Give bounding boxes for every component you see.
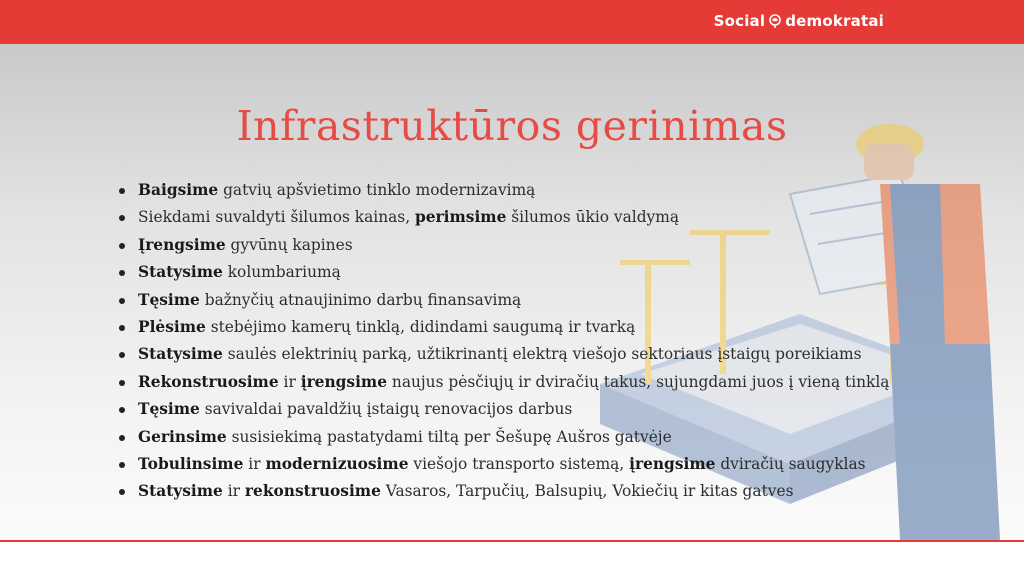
bullet-item-keyword: Statysime (138, 482, 223, 501)
bullet-item-text: šilumos ūkio valdymą (506, 208, 680, 227)
bullet-item-text: saulės elektrinių parką, užtikrinantį elektrą viešojo sektoriaus įstaigų poreikiams (222, 345, 862, 364)
bullet-item-keyword: Tobulinsime (138, 455, 244, 474)
bullet-item (118, 396, 918, 423)
bullet-item-text: ir (243, 455, 266, 474)
bullet-item (118, 314, 918, 341)
bullet-item (118, 451, 918, 478)
bullet-item (118, 341, 918, 368)
footer (0, 542, 1024, 576)
bullet-item (118, 204, 918, 231)
slide-title: Infrastruktūros gerinimas (236, 102, 788, 150)
bullet-item-text: dviračių saugyklas (715, 455, 866, 474)
logo-text-social: Social (713, 12, 766, 30)
bullet-item-keyword: Rekonstruosime (138, 372, 279, 391)
bullet-item-keyword: Tęsime (138, 290, 200, 309)
bullet-item-keyword: Plėsime (138, 318, 206, 337)
bullet-item-text: stebėjimo kamerų tinklą, didindami saugumą ir tvarką (205, 318, 636, 337)
bullet-item (118, 259, 918, 286)
bullet-item-text: Vasaros, Tarpučių, Balsupių, Vokiečių ir kitas gatves (380, 482, 794, 501)
bullet-item (118, 177, 918, 204)
bullet-item-text: savivaldai pavaldžių įstaigų renovacijos darbus (199, 400, 573, 419)
rose-icon (767, 13, 783, 29)
bullet-item (118, 369, 918, 396)
bullet-item-keyword: rekonstruosime (244, 482, 381, 501)
bullet-item-text: gyvūnų kapines (225, 235, 353, 254)
bullet-item-text: gatvių apšvietimo tinklo modernizavimą (218, 181, 536, 199)
bullet-item-keyword: įrengsime (300, 372, 388, 391)
bullet-item-keyword: Įrengsime (138, 235, 226, 254)
bullet-item-text: susisiekimą pastatydami tiltą per Šešupę Aušros gatvėje (226, 427, 672, 446)
bullet-item-keyword: Baigsime (138, 181, 219, 199)
bullet-item-text: bažnyčių atnaujinimo darbų finansavimą (199, 290, 522, 309)
bullet-item-text: ir (222, 482, 245, 501)
bullet-item (118, 478, 918, 505)
bullet-list (118, 177, 918, 506)
bullet-item-keyword: Statysime (138, 345, 223, 364)
logo-text-demokratai: demokratai (785, 12, 884, 30)
slide-content (0, 44, 1024, 540)
bullet-item-keyword: Statysime (138, 263, 223, 282)
logo (714, 12, 884, 30)
bullet-item-keyword: Tęsime (138, 400, 200, 419)
bullet-item-text: ir (278, 372, 301, 391)
bullet-item-keyword: perimsime (415, 208, 507, 227)
bullet-item-keyword: Gerinsime (138, 427, 227, 446)
bullet-item-text: Siekdami suvaldyti šilumos kainas, (138, 208, 415, 227)
bullet-item-keyword: modernizuosime (265, 455, 409, 474)
bullet-item-text: kolumbariumą (222, 263, 341, 282)
bullet-item-keyword: įrengsime (629, 455, 716, 474)
bullet-item-text: naujus pėsčiųjų ir dviračių takus, sujungdami juos į vieną tinklą (387, 372, 890, 391)
bullet-item-text: viešojo transporto sistemą, (408, 455, 630, 474)
bullet-item (118, 424, 918, 451)
top-bar (0, 0, 1024, 44)
bullet-item (118, 232, 918, 259)
bullet-item (118, 287, 918, 314)
